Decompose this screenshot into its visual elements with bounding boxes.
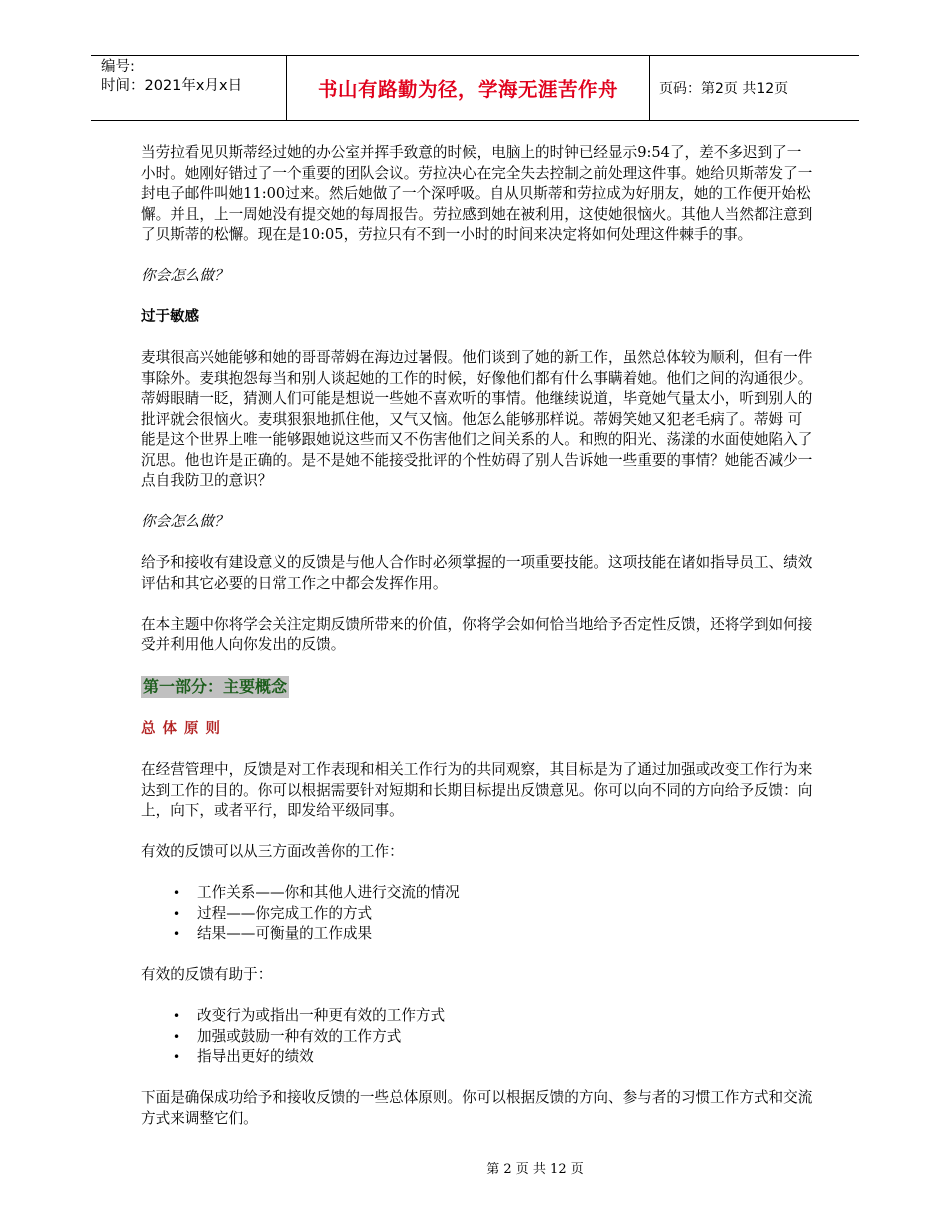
paragraph-topic-intro: 在本主题中你将学会关注定期反馈所带来的价值，你将学会如何恰当地给予否定性反馈，还将学到如何接受并利用他人向你发出的反馈。 [141, 615, 813, 653]
section-heading-wrapper [141, 676, 813, 699]
paragraph-general-principles-intro: 下面是确保成功给予和接收反馈的一些总体原则。你可以根据反馈的方向、参与者的习惯工作方式和交流方式来调整它们。 [141, 1089, 813, 1127]
header-motto: 书山有路勤为径，学海无涯苦作舟 [317, 78, 618, 101]
document-time-label: 时间：2021年x月x日 [101, 78, 243, 94]
question-what-would-you-do-1: 你会怎么做？ [141, 267, 229, 284]
list-improvement-areas [141, 883, 813, 945]
list-item: • 结果——可衡量的工作成果 [141, 924, 813, 945]
paragraph-effective-feedback-improves: 有效的反馈可以从三方面改善你的工作： [141, 843, 404, 860]
paragraph-laura-story: 当劳拉看见贝斯蒂经过她的办公室并挥手致意的时候，电脑上的时钟已经显示9:54了，差不多迟到了一小时。她刚好错过了一个重要的团队会议。劳拉决心在完全失去控制之前处理这件事。她给贝斯蒂发了一封电子邮件叫她11:00过来。然后她做了一个深呼吸。自从贝斯蒂和劳拉成为好朋友，她的工作便开始松懈。并且，上一周她没有提交她的每周报告。劳拉感到她在被利用，这使她很恼火。其他人当然都注意到了贝斯蒂的松懈。现在是10:05，劳拉只有不到一小时的时间来决定将如何处理这件棘手的事。 [141, 144, 813, 243]
header-page-number: 页码：第2页 共12页 [659, 81, 789, 97]
header-divider-right [649, 56, 650, 120]
page-footer: 第 2 页 共 12 页 [486, 1162, 584, 1177]
subheading-general-principles: 总体原则 [141, 721, 227, 737]
bullet-icon: • [173, 927, 181, 941]
paragraph-feedback-skill: 给予和接收有建设意义的反馈是与他人合作时必须掌握的一项重要技能。这项技能在诸如指导员工、绩效评估和其它必要的日常工作之中都会发挥作用。 [141, 554, 813, 592]
list-item: • 指导出更好的绩效 [141, 1047, 813, 1068]
page-header [91, 55, 859, 121]
list-item: • 工作关系——你和其他人进行交流的情况 [141, 883, 813, 904]
bullet-icon: • [173, 1029, 181, 1044]
bullet-icon: • [173, 1050, 181, 1064]
heading-oversensitive: 过于敏感 [141, 309, 199, 325]
bullet-icon: • [173, 906, 181, 921]
section-title-key-concepts: 第一部分：主要概念 [143, 677, 288, 696]
question-what-would-you-do-2: 你会怎么做？ [141, 513, 229, 530]
bullet-icon: • [173, 886, 181, 900]
paragraph-feedback-definition: 在经营管理中，反馈是对工作表现和相关工作行为的共同观察，其目标是为了通过加强或改变工作行为来达到工作的目的。你可以根据需要针对短期和长期目标提出反馈意见。你可以向不同的方向给予反馈：向上，向下，或者平行，即发给平级同事。 [141, 761, 813, 819]
bullet-icon: • [173, 1009, 181, 1023]
paragraph-effective-feedback-helps: 有效的反馈有助于： [141, 966, 273, 983]
paragraph-maggie-story: 麦琪很高兴她能够和她的哥哥蒂姆在海边过暑假。他们谈到了她的新工作，虽然总体较为顺利，但有一件事除外。麦琪抱怨每当和别人谈起她的工作的时候，好像他们都有什么事瞒着她。他们之间的沟通很少。蒂姆眼睛一眨，猜测人们可能是想说一些她不喜欢听的事情。他继续说道，毕竟她气量太小，听到别人的批评就会很恼火。麦琪狠狠地抓住他，又气又恼。他怎么能够那样说。蒂姆笑她又犯老毛病了。蒂姆 可能是这个世界上唯一能够跟她说这些而又不伤害他们之间关系的人。和煦的阳光、荡漾的水面使她陷入了沉思。他也许是正确的。是不是她不能接受批评的个性妨碍了别人告诉她一些重要的事情？她能否减少一点自我防卫的意识？ [141, 349, 813, 489]
list-item: • 过程——你完成工作的方式 [141, 904, 813, 925]
list-item: • 加强或鼓励一种有效的工作方式 [141, 1027, 813, 1048]
document-body [141, 143, 813, 1150]
list-item: • 改变行为或指出一种更有效的工作方式 [141, 1006, 813, 1027]
document-number-label: 编号: [101, 59, 135, 75]
list-feedback-benefits [141, 1006, 813, 1068]
header-meta [101, 58, 242, 96]
